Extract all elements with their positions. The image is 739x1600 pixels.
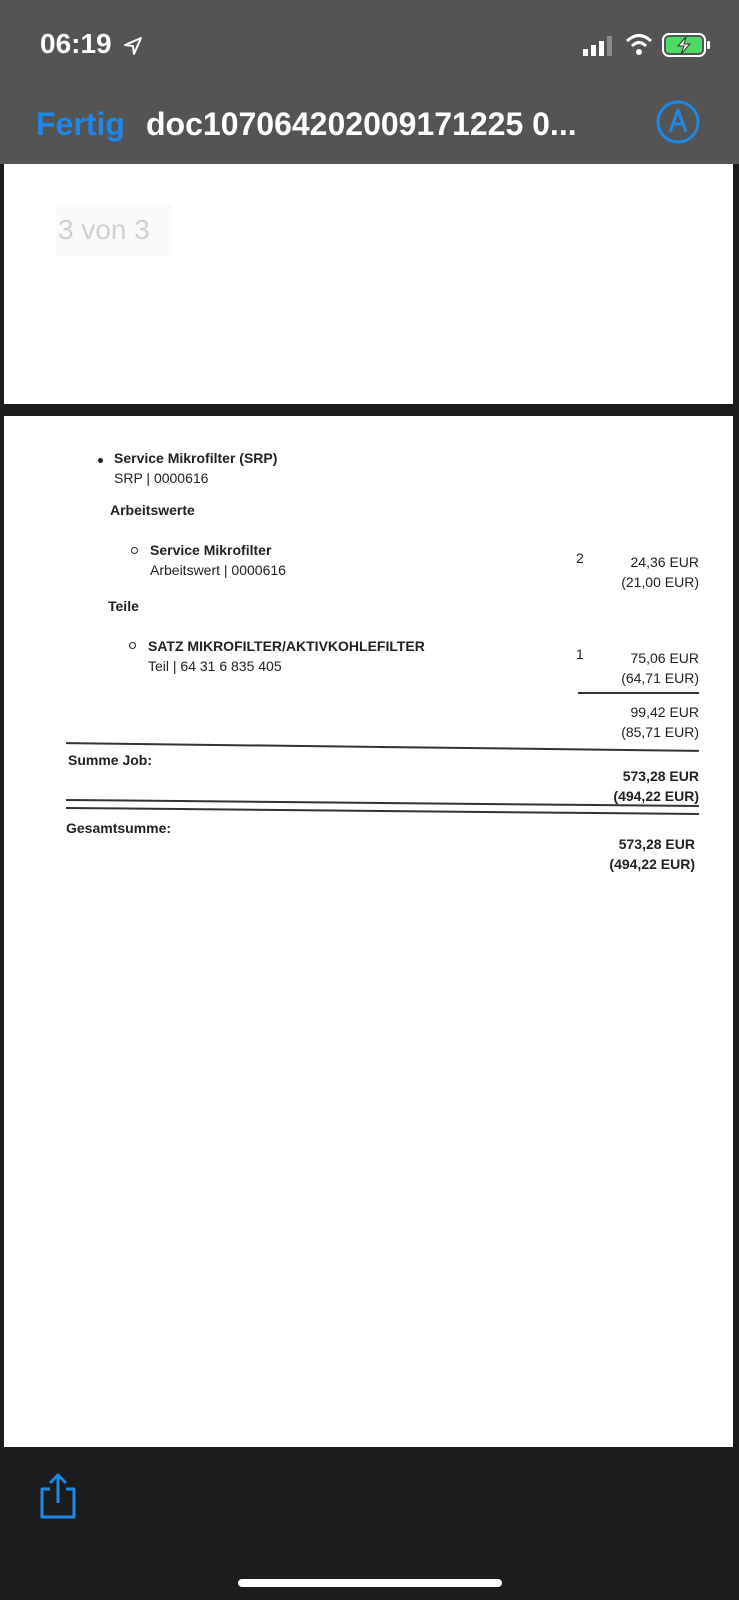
item-title: Service Mikrofilter (SRP) bbox=[114, 450, 278, 466]
circle-bullet bbox=[131, 547, 138, 554]
document-page bbox=[4, 416, 733, 1447]
subtotal-net: (85,71 EUR) bbox=[621, 724, 699, 740]
home-indicator bbox=[238, 1579, 502, 1587]
part-price: 75,06 EUR bbox=[630, 650, 699, 666]
sum-job-net: (494,22 EUR) bbox=[613, 788, 699, 804]
battery-charging-icon bbox=[662, 32, 712, 58]
labor-price-net: (21,00 EUR) bbox=[621, 574, 699, 590]
bullet-dot bbox=[98, 458, 103, 463]
part-price-net: (64,71 EUR) bbox=[621, 670, 699, 686]
part-qty: 1 bbox=[576, 646, 584, 662]
status-bar bbox=[0, 0, 739, 92]
item-code: SRP | 0000616 bbox=[114, 470, 209, 486]
subtotal: 99,42 EUR bbox=[630, 704, 699, 720]
part-code: Teil | 64 31 6 835 405 bbox=[148, 658, 282, 674]
circle-bullet bbox=[129, 642, 136, 649]
total-label: Gesamtsumme: bbox=[66, 820, 172, 836]
share-icon[interactable] bbox=[36, 1471, 80, 1521]
done-button[interactable]: Fertig bbox=[36, 106, 125, 142]
document-title: doc107064202009171225 0... bbox=[146, 106, 577, 142]
divider bbox=[66, 742, 699, 752]
labor-heading: Arbeitswerte bbox=[110, 502, 195, 518]
total-net: (494,22 EUR) bbox=[609, 856, 695, 872]
sum-job-label: Summe Job: bbox=[68, 752, 153, 768]
status-time: 06:19 bbox=[40, 28, 112, 59]
previous-page bbox=[4, 164, 733, 404]
location-arrow-icon bbox=[123, 36, 143, 56]
page-indicator: 3 von 3 bbox=[56, 204, 172, 256]
parts-heading: Teile bbox=[108, 598, 139, 614]
sum-job-amount: 573,28 EUR bbox=[622, 768, 699, 784]
nav-bar bbox=[0, 92, 739, 164]
divider bbox=[66, 799, 699, 807]
signal-icon bbox=[583, 36, 615, 56]
wifi-icon bbox=[625, 32, 653, 56]
labor-qty: 2 bbox=[576, 550, 584, 566]
markup-pen-icon[interactable] bbox=[656, 100, 700, 144]
part-name: SATZ MIKROFILTER/AKTIVKOHLEFILTER bbox=[148, 638, 425, 654]
total-amount: 573,28 EUR bbox=[618, 836, 695, 852]
divider bbox=[578, 692, 699, 694]
labor-code: Arbeitswert | 0000616 bbox=[150, 562, 286, 578]
bottom-toolbar bbox=[0, 1447, 739, 1600]
divider bbox=[66, 807, 699, 815]
labor-price: 24,36 EUR bbox=[630, 554, 699, 570]
labor-name: Service Mikrofilter bbox=[150, 542, 272, 558]
